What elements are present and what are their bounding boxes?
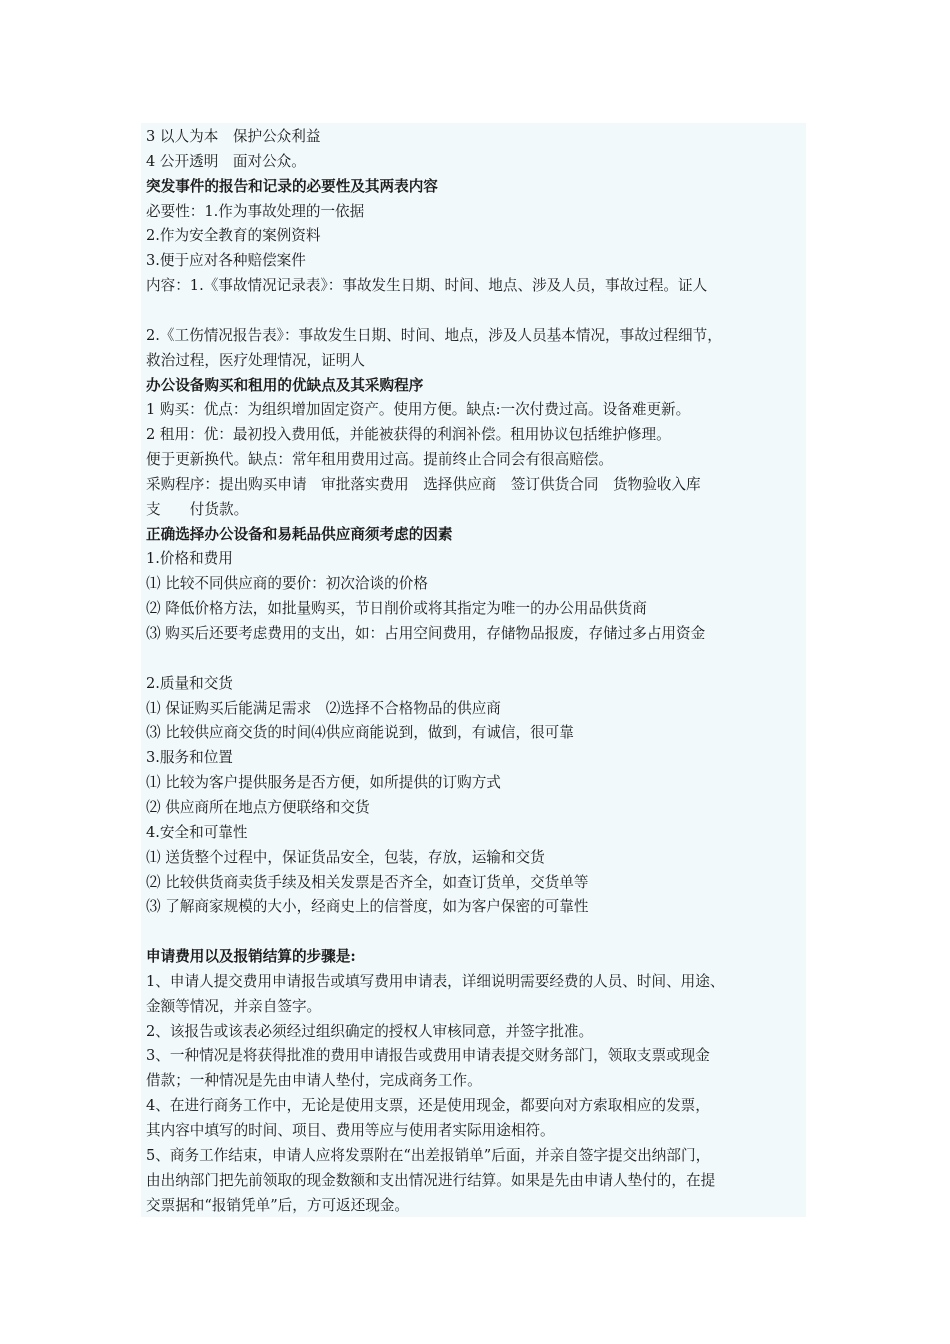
text-line: 3 以人为本 保护公众利益 bbox=[146, 128, 321, 145]
text-line: 5、商务工作结束，申请人应将发票附在“出差报销单”后面，并亲自签字提交出纳部门， bbox=[146, 1146, 711, 1164]
text-line: ⑶ 购买后还要考虑费用的支出，如：占用空间费用，存储物品报废，存储过多占用资金 bbox=[146, 625, 706, 642]
text-line: 其内容中填写的时间、项目、费用等应与使用者实际用途相符。 bbox=[146, 1122, 555, 1139]
text-line: 3.便于应对各种赔偿案件 bbox=[146, 252, 306, 270]
text-line: ⑴ 保证购买后能满足需求 ⑵选择不合格物品的供应商 bbox=[146, 699, 501, 717]
section-heading: 申请费用以及报销结算的步骤是: bbox=[146, 948, 356, 966]
text-line: 1.价格和费用 bbox=[146, 550, 233, 568]
section-heading: 突发事件的报告和记录的必要性及其两表内容 bbox=[146, 177, 438, 195]
text-line: 1 购买：优点：为组织增加固定资产。使用方便。缺点:一次付费过高。设备难更新。 bbox=[146, 401, 691, 419]
text-line: 1、申请人提交费用申请报告或填写费用申请表，详细说明需要经费的人员、时间、用途、 bbox=[146, 972, 725, 990]
text-line: 2.《工伤情况报告表》：事故发生日期、时间、地点，涉及人员基本情况，事故过程细节， bbox=[146, 326, 722, 344]
text-line: 2.作为安全教育的案例资料 bbox=[146, 227, 321, 245]
text-line: 救治过程，医疗处理情况，证明人 bbox=[146, 351, 365, 369]
text-line: 金额等情况，并亲自签字。 bbox=[146, 997, 322, 1015]
text-line: ⑵ 降低价格方法，如批量购买，节日削价或将其指定为唯一的办公用品供货商 bbox=[146, 600, 647, 618]
text-line: 2 租用：优：最初投入费用低，并能被获得的利润补偿。租用协议包括维护修理。 bbox=[146, 426, 671, 444]
text-line: 内容：1.《事故情况记录表》：事故发生日期、时间、地点、涉及人员，事故过程。证人 bbox=[146, 277, 708, 295]
text-line: 采购程序：提出购买申请 审批落实费用 选择供应商 签订供货合同 货物验收入库 bbox=[146, 475, 701, 493]
text-line: 4、在进行商务工作中，无论是使用支票，还是使用现金，都要向对方索取相应的发票， bbox=[146, 1097, 710, 1115]
text-line: 3、一种情况是将获得批准的费用申请报告或费用申请表提交财务部门，领取支票或现金 bbox=[146, 1047, 710, 1065]
text-line: 由出纳部门把先前领取的现金数额和支出情况进行结算。如果是先由申请人垫付的，在提 bbox=[146, 1171, 716, 1189]
text-line: ⑴ 比较不同供应商的要价：初次洽谈的价格 bbox=[146, 575, 428, 593]
text-line: 借款；一种情况是先由申请人垫付，完成商务工作。 bbox=[146, 1072, 482, 1090]
section-heading: 正确选择办公设备和易耗品供应商须考虑的因素 bbox=[146, 525, 453, 543]
text-line: ⑶ 比较供应商交货的时间⑷供应商能说到，做到，有诚信，很可靠 bbox=[146, 724, 574, 742]
text-line: 便于更新换代。缺点：常年租用费用过高。提前终止合同会有很高赔偿。 bbox=[146, 451, 614, 469]
text-line: 必要性：1.作为事故处理的一依据 bbox=[146, 202, 365, 220]
text-line: 支 付货款。 bbox=[146, 500, 249, 518]
text-line: 交票据和“报销凭单”后，方可返还现金。 bbox=[146, 1196, 410, 1214]
text-line: 4 公开透明 面对公众。 bbox=[146, 152, 306, 170]
text-line: ⑴ 比较为客户提供服务是否方便，如所提供的订购方式 bbox=[146, 774, 501, 792]
text-line: 4.安全和可靠性 bbox=[146, 823, 248, 841]
text-line: 2.质量和交货 bbox=[146, 674, 233, 692]
text-line: ⑵ 供应商所在地点方便联络和交货 bbox=[146, 798, 370, 816]
text-line: ⑶ 了解商家规模的大小，经商史上的信誉度，如为客户保密的可靠性 bbox=[146, 898, 589, 916]
text-line: ⑴ 送货整个过程中，保证货品安全，包装，存放，运输和交货 bbox=[146, 848, 545, 866]
text-line: 2、该报告或该表必须经过组织确定的授权人审核同意，并签字批准。 bbox=[146, 1022, 594, 1040]
text-line: ⑵ 比较供货商卖货手续及相关发票是否齐全，如查订货单，交货单等 bbox=[146, 873, 589, 891]
section-heading: 办公设备购买和租用的优缺点及其采购程序 bbox=[146, 376, 424, 394]
text-line: 3.服务和位置 bbox=[146, 749, 233, 767]
